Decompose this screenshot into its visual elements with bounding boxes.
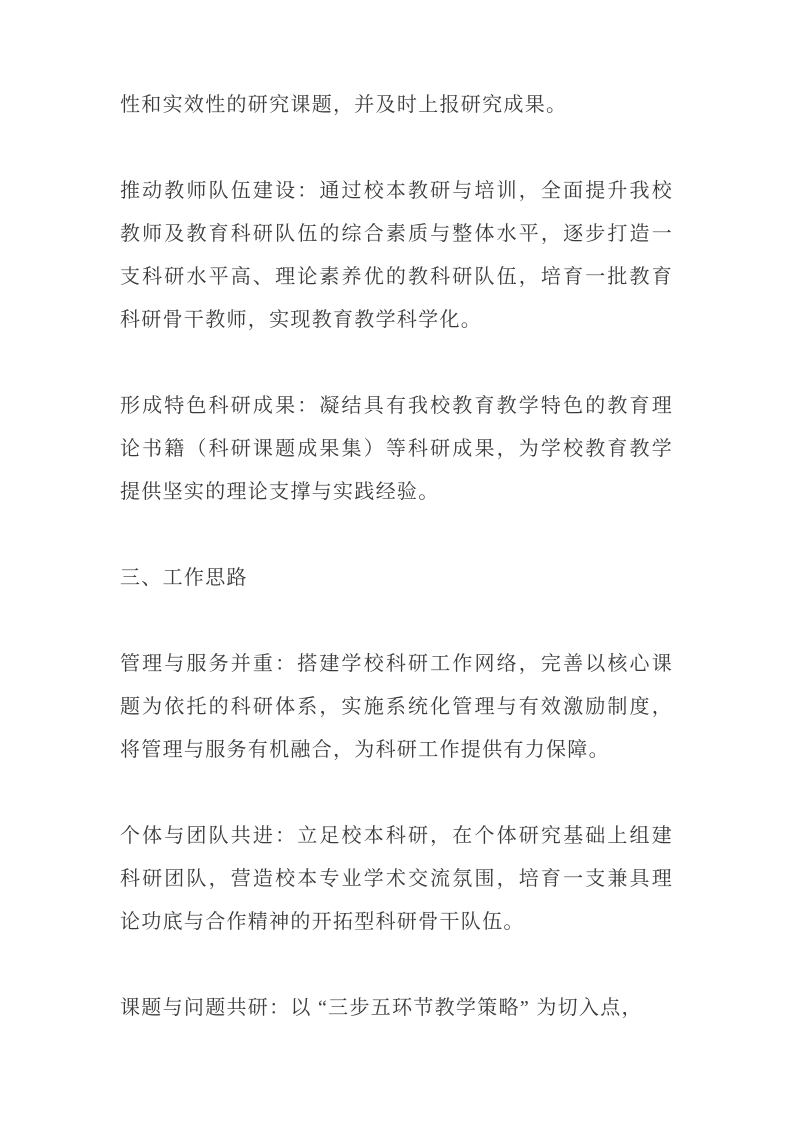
section-heading: 三、工作思路 (120, 567, 248, 589)
paragraph: 形成特色科研成果：凝结具有我校教育教学特色的教育理论书籍（科研课题成果集）等科研成果，为学校教育教学提供坚实的理论支撑与实践经验。 (120, 395, 673, 503)
paragraph: 推动教师队伍建设：通过校本教研与培训，全面提升我校教师及教育科研队伍的综合素质与整体水平，逐步打造一支科研水平高、理论素养优的教科研队伍，培育一批教育科研骨干教师，实现教育教学科学化。 (120, 180, 673, 331)
document-body (120, 84, 673, 1030)
paragraph: 个体与团队共进：立足校本科研，在个体研究基础上组建科研团队，营造校本专业学术交流氛围，培育一支兼具理论功底与合作精神的开拓型科研骨干队伍。 (120, 825, 673, 933)
paragraph: 课题与问题共研：以 “三步五环节教学策略” 为切入点， (120, 997, 643, 1019)
paragraph: 管理与服务并重：搭建学校科研工作网络，完善以核心课题为依托的科研体系，实施系统化管理与有效激励制度，将管理与服务有机融合，为科研工作提供有力保障。 (120, 653, 673, 761)
paragraph: 性和实效性的研究课题，并及时上报研究成果。 (120, 94, 568, 116)
